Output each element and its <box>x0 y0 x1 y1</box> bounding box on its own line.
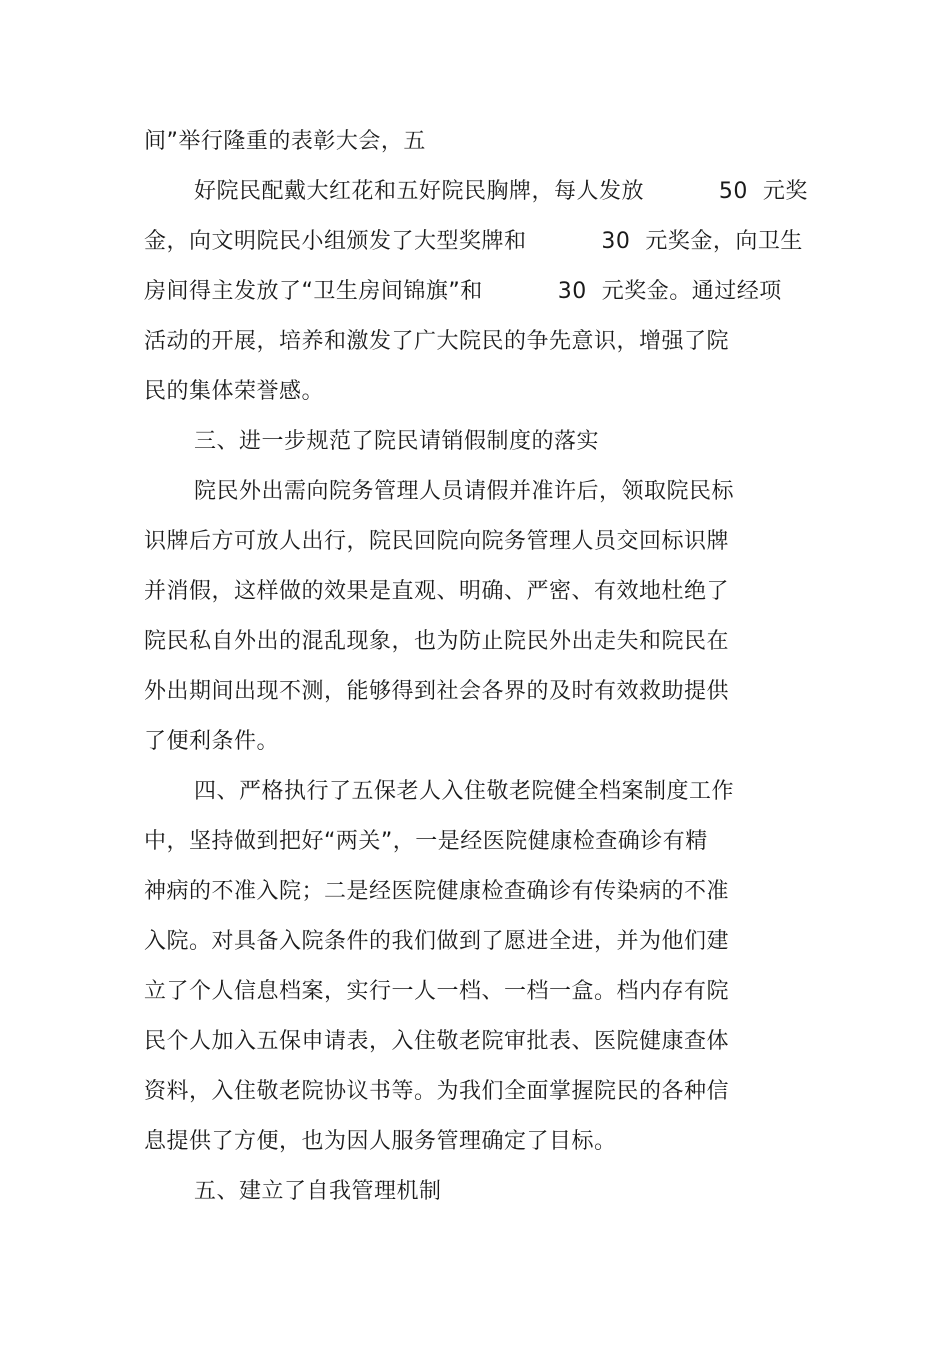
text-line: 院民外出需向院务管理人员请假并准许后，领取院民标 <box>194 479 735 504</box>
section-heading: 五、建立了自我管理机制 <box>194 1179 442 1204</box>
section-heading: 三、进一步规范了院民请销假制度的落实 <box>194 429 600 454</box>
text-line: 了便利条件。 <box>144 729 280 754</box>
text-line: 民的集体荣誉感。 <box>144 379 325 404</box>
text-line: 好院民配戴大红花和五好院民胸牌，每人发放 50 元奖 <box>194 179 808 204</box>
section-heading: 四、严格执行了五保老人入住敬老院健全档案制度工作 <box>194 779 735 804</box>
text-line: 间”举行隆重的表彰大会，五 <box>144 129 426 154</box>
text-line: 神病的不准入院；二是经医院健康检查确诊有传染病的不准 <box>144 879 730 904</box>
text-line: 房间得主发放了“卫生房间锦旗”和 30 元奖金。通过经项 <box>144 279 782 304</box>
text-line: 院民私自外出的混乱现象，也为防止院民外出走失和院民在 <box>144 629 730 654</box>
text-line: 外出期间出现不测，能够得到社会各界的及时有效救助提供 <box>144 679 730 704</box>
text-line: 息提供了方便，也为因人服务管理确定了目标。 <box>144 1129 617 1154</box>
text-line: 入院。对具备入院条件的我们做到了愿进全进，并为他们建 <box>144 929 730 954</box>
text-line: 中，坚持做到把好“两关”，一是经医院健康检查确诊有精 <box>144 829 708 854</box>
text-line: 立了个人信息档案，实行一人一档、一档一盒。档内存有院 <box>144 979 730 1004</box>
text-line: 资料，入住敬老院协议书等。为我们全面掌握院民的各种信 <box>144 1079 730 1104</box>
text-line: 活动的开展，培养和激发了广大院民的争先意识，增强了院 <box>144 329 730 354</box>
text-line: 并消假，这样做的效果是直观、明确、严密、有效地杜绝了 <box>144 579 730 604</box>
text-line: 识牌后方可放人出行，院民回院向院务管理人员交回标识牌 <box>144 529 730 554</box>
text-line: 金，向文明院民小组颁发了大型奖牌和 30 元奖金，向卫生 <box>144 229 803 254</box>
text-line: 民个人加入五保申请表，入住敬老院审批表、医院健康查体 <box>144 1029 730 1054</box>
